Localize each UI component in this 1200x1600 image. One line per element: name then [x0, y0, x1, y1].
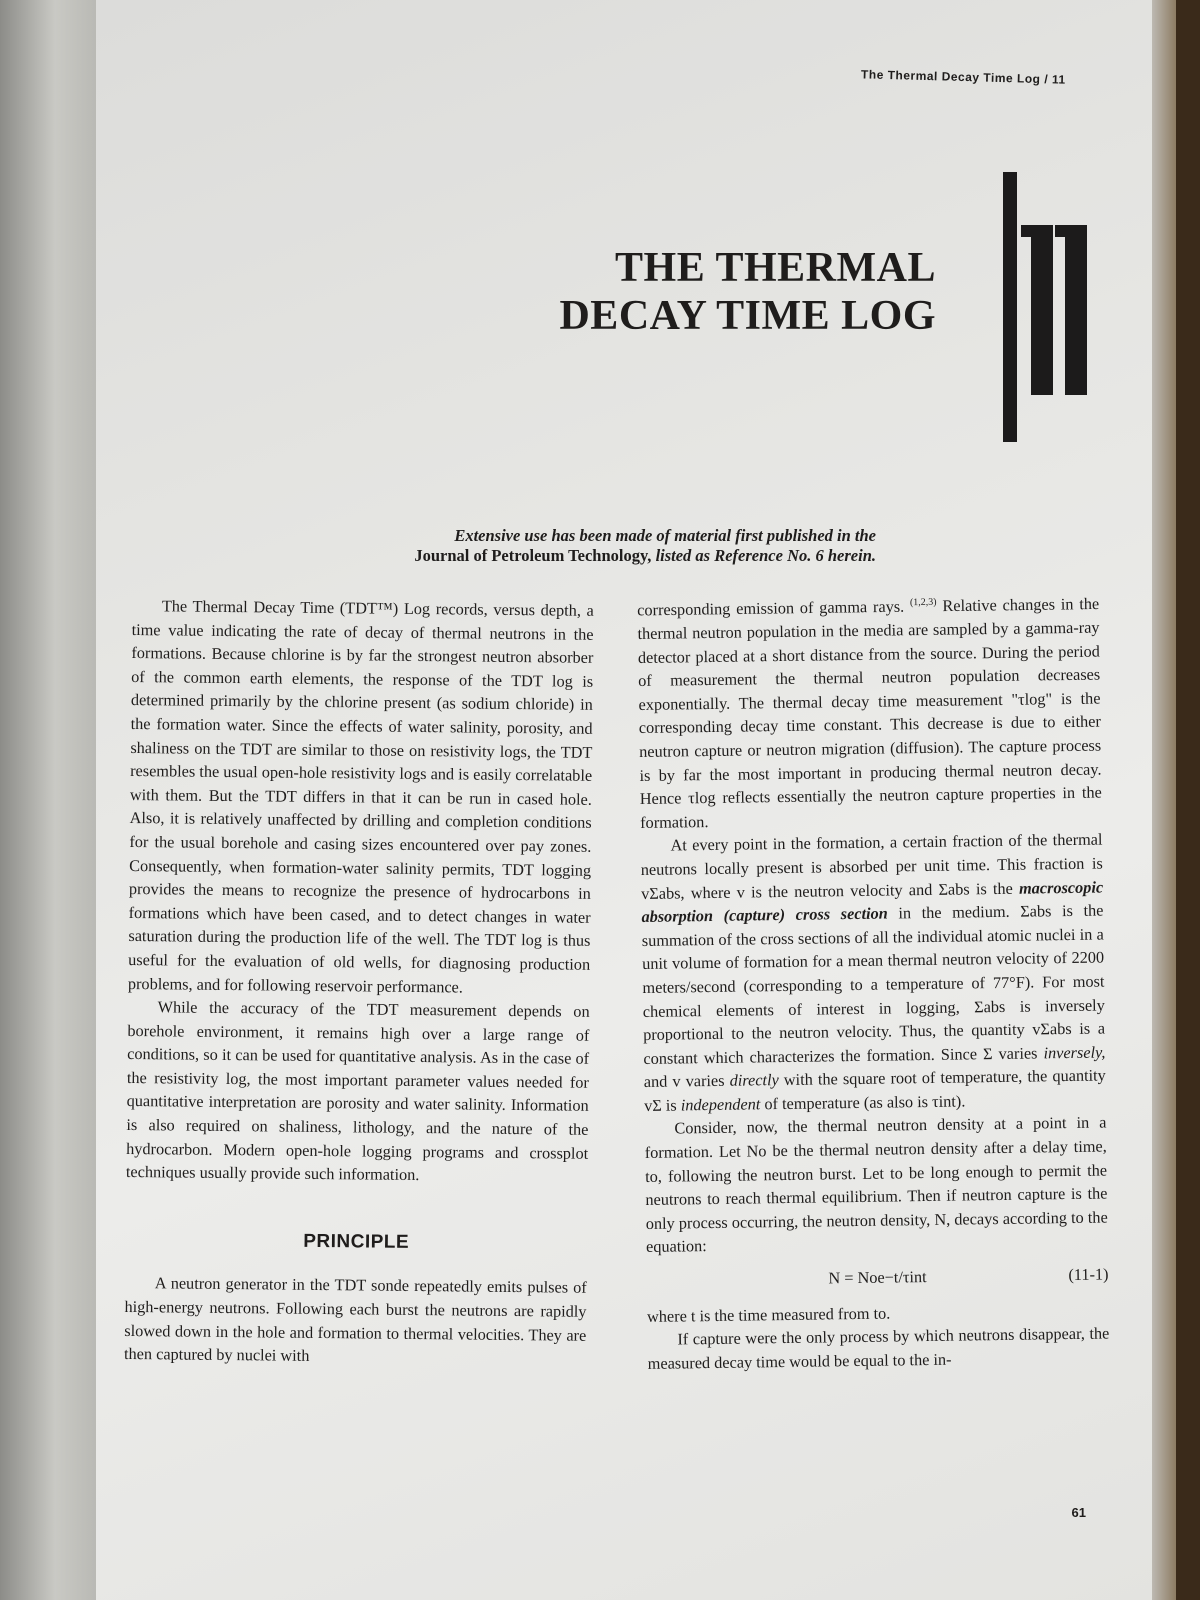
page-edge: [1152, 0, 1176, 1600]
text-run: corresponding emission of gamma rays.: [637, 596, 905, 620]
text-run: Relative changes in the thermal neutron population in the media are sampled by a gamma-ray detector placed at a short distance from the source. During the period of measurement the thermal neutron population decreases exponentially. The thermal decay time measurement "τlog" is the corresponding decay time constant. This decrease is due to either neutron capture or neutron migration (diffusion). The capture process is by far the most important in producing thermal neutron decay. Hence τlog reflects essentially the neutron capture properties in the formation.: [637, 593, 1102, 832]
emphasis-word: independent: [680, 1094, 761, 1115]
paragraph-intro: The Thermal Decay Time (TDT™) Log records, versus depth, a time value indicating the rate of decay of thermal neutrons in the formations. Because chlorine is by far the strongest neutron absorber of the common earth elements, the response of the TDT log is determined primarily by the chlorine present (as sodium chloride) in the formation water. Since the effects of water salinity, porosity, and shaliness on the TDT are similar to those on resistivity logs, the TDT resembles the usual open-hole resistivity logs and is easily correlatable with them. But the TDT differs in that it can be run in cased hole. Also, it is relatively unaffected by drilling and completion conditions for the usual borehole and casing sizes encountered over pay zones. Consequently, when formation-water salinity permits, TDT logging provides the means to recognize the presence of hydrocarbons in formations which have been cased, and to detect changes in water saturation during the production life of the well. The TDT log is thus useful for the evaluation of old wells, for diagnosing production problems, and for following reservoir performance.: [127, 596, 594, 996]
paragraph-continuation: [637, 589, 1102, 835]
paragraph-absorption: [640, 828, 1106, 1118]
chapter-divider-bar: [1003, 172, 1017, 442]
text-run: At every point in the formation, a certain fraction of the thermal neutrons locally present is absorbed per unit time. This fraction is vΣabs, where v is the neutron velocity and Σabs is the: [640, 829, 1103, 903]
chapter-title: [559, 244, 936, 340]
credit-journal: Journal of Petroleum Technology,: [414, 546, 652, 565]
source-credit: [414, 526, 876, 566]
paragraph-accuracy: While the accuracy of the TDT measurement depends on borehole environment, it remains high over a large range of conditions, so it can be used for quantitative analysis. As in the case of the resistivity log, the most important parameter values needed for quantitative interpretation are porosity and water salinity. Information is also required on shaliness, lithology, and the nature of the hydrocarbon. Modern open-hole logging programs and crossplot techniques usually provide such information.: [125, 997, 590, 1185]
section-heading-principle: PRINCIPLE: [303, 1230, 410, 1253]
emphasis-term: macroscopic absorption (capture) cross section: [641, 877, 1104, 927]
chapter-title-line-1: THE THERMAL: [615, 245, 936, 291]
text-run: and v varies: [643, 1071, 730, 1092]
text-run: of temperature (as also is τint).: [760, 1091, 966, 1114]
running-head: The Thermal Decay Time Log / 11: [861, 67, 1067, 87]
left-column: [124, 594, 594, 1371]
paragraph-principle: A neutron generator in the TDT sonde repeatedly emits pulses of high-energy neutrons. Following each burst the neutrons are rapidly slowed down in the hole and formation to thermal velocities. They are then captured by nuclei with: [123, 1273, 587, 1366]
paragraph-density: Consider, now, the thermal neutron density at a point in a formation. Let No be the thermal neutron density after a delay time, to, following the neutron burst. Let to be long enough to permit the neutrons to reach thermal equilibrium. Then if neutron capture is the only process occurring, the neutron density, N, decays according to the equation:: [644, 1112, 1108, 1257]
paragraph-where: where t is the time measured from to.: [646, 1303, 891, 1326]
chapter-title-line-2: DECAY TIME LOG: [559, 293, 936, 339]
credit-line-1: Extensive use has been made of material first published in the: [454, 526, 876, 545]
chapter-number-digit-2: [1065, 225, 1087, 395]
paragraph-capture: If capture were the only process by which neutrons disappear, the measured decay time would be equal to the in-: [647, 1323, 1110, 1373]
emphasis-word: inversely,: [1043, 1042, 1106, 1063]
chapter-number-graphic: [1031, 225, 1101, 395]
equation-11-1: [646, 1263, 1108, 1293]
text-run: with the square root of temperature, the quantity vΣ is: [643, 1065, 1106, 1115]
credit-line-2: listed as Reference No. 6 herein.: [651, 546, 876, 565]
equation-body: N = Noe−t/τint: [828, 1267, 927, 1288]
equation-number: (11-1): [1068, 1264, 1109, 1285]
reference-marker: (1,2,3): [909, 596, 937, 609]
emphasis-word: directly: [729, 1070, 779, 1091]
facing-page-edge: [0, 0, 100, 1600]
right-column: [637, 589, 1110, 1376]
chapter-number-digit-1: [1031, 225, 1053, 395]
book-page: [96, 0, 1176, 1600]
page-number: 61: [1071, 1505, 1086, 1520]
text-run: in the medium. Σabs is the summation of the cross sections of all the individual atomic nuclei in a unit volume of formation for a mean thermal neutron velocity of 2200 meters/second (corresponding to a temperature of 77°F). For most chemical elements of interest in logging, Σabs is inversely proportional to the neutron velocity. Thus, the quantity vΣabs is a constant which characterizes the formation. Since Σ varies: [641, 900, 1106, 1068]
